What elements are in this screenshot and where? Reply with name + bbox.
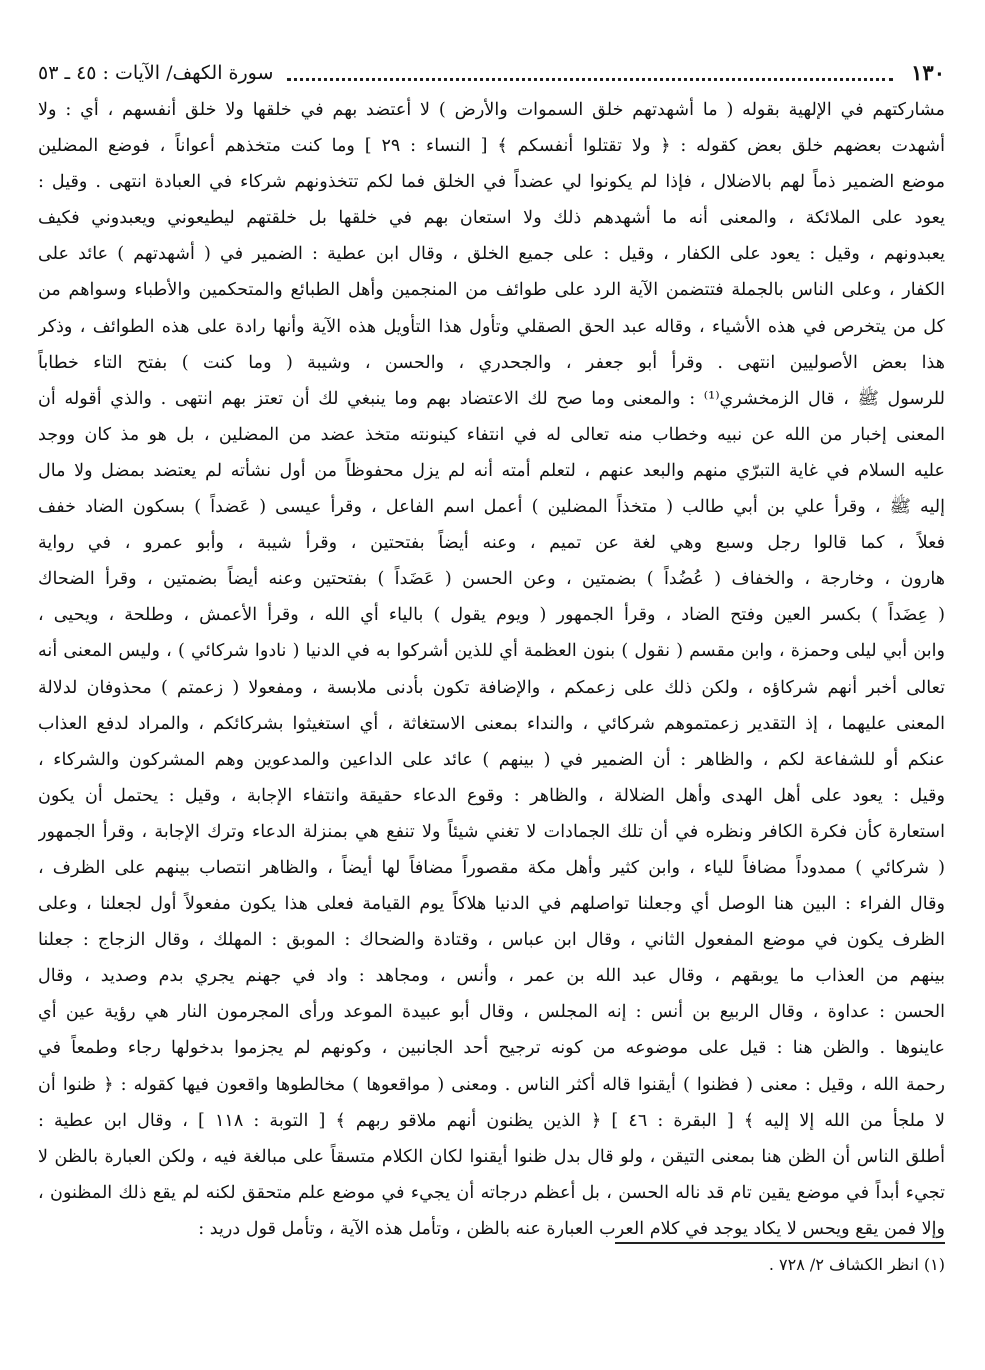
text-line: المعنى عليهما ، إذ التقدير زعمتموهم شركائي ، والنداء بمعنى الاستغاثة ، أي استغيثوا بشركائكم ، والمراد لدفع العذاب <box>38 713 945 734</box>
footnote-separator <box>615 1242 945 1244</box>
text-line: ( عِضَداً ) بكسر العين وفتح الضاد ، وقرأ الجمهور ( ويوم يقول ) بالياء أي الله ، وقرأ الأعمش ، وطلحة ، ويحيى ، <box>38 605 945 626</box>
text-line: وابن أبي ليلى وحمزة ، وابن مقسم ( نقول ) بنون العظمة أي للذين أشركوا به في الدنيا ( نادوا شركائي ) ، وليس المعنى أنه <box>38 641 945 662</box>
text-line: الكفار ، وعلى الناس بالجملة فتتضمن الآية الرد على طوائف من المنجمين وأهل الطبائع والمتحكمين والأطباء وسواهم من <box>38 280 945 301</box>
text-line: المعنى إخبار من الله عن نبيه وخطاب منه تعالى له في انتفاء كينونته متخذ عضد من المضلين ، بل هو مذ كان ووجد <box>38 424 945 445</box>
text-line: رحمة الله ، وقيل : معنى ( فظنوا ) أيقنوا قاله أكثر الناس . ومعنى ( مواقعوها ) مخالطوها واقعون فيها كقوله : ﴿ ظنوا أن <box>38 1074 945 1095</box>
footnote: (١) انظر الكشاف ٢/ ٧٢٨ . <box>768 1255 945 1274</box>
running-head: سورة الكهف/ الآيات : ٤٥ ـ ٥٣ <box>38 62 274 84</box>
body-text <box>38 92 945 1247</box>
text-line: أطلق الناس أن الظن هنا بمعنى التيقن ، ولو قال بدل ظنوا أيقنوا لكان الكلام متسقاً على مبالغة فيه ، ولكن العبارة بالظن لا <box>38 1146 945 1167</box>
text-line: تجيء أبداً في موضع يقين تام قد ناله الحسن ، بل أعظم درجاته أن يجيء في موضع علم متحقق لكنه لم يقع ذلك المظنون ، <box>38 1182 945 1203</box>
text-line: فعلاً ، كما قالوا رجل وسبع وهي لغة عن تميم ، وعنه أيضاً بفتحتين ، وقرأ شيبة ، وأبو عمرو ، في رواية <box>38 533 945 554</box>
text-line: تعالى أخبر أنهم شركاؤه ، ولكن ذلك على زعمكم ، والإضافة تكون بأدنى ملابسة ، ومفعولا ( زعمتم ) محذوفان لدلالة <box>38 677 945 698</box>
text-line: هذا بعض الأصوليين انتهى . وقرأ أبو جعفر ، والجحدري ، والحسن ، وشيبة ( وما كنت ) بفتح التاء خطاباً <box>38 352 945 373</box>
text-line: يعود على الملائكة ، والمعنى أنه ما أشهدهم ذلك ولا استعان بهم في خلقها بل خلقتهم ليطيعوني ويعبدوني فكيف <box>38 208 945 229</box>
text-line: الظرف يكون في موضع المفعول الثاني ، وقال ابن عباس ، وقتادة والضحاك : الموبق : المهلك ، وقال الزجاج : جعلنا <box>38 930 945 951</box>
text-line: عنكم أو للشفاعة لكم ، والظاهر : أن الضمير في ( بينهم ) عائد على الداعين والمدعوين وهم المشركون والشركاء ، <box>38 749 945 770</box>
text-line: أشهدت بعضهم خلق بعض كقوله : ﴿ ولا تقتلوا أنفسكم ﴾ [ النساء : ٢٩ ] وما كنت متخذهم أعواناً ، فوضع المضلين <box>38 136 945 157</box>
text-line: مشاركتهم في الإلهية بقوله ( ما أشهدتهم خلق السموات والأرض ) لا أعتضد بهم في خلقها ولا خلق أنفسهم ، أي : ولا <box>38 100 945 120</box>
text-line: لا ملجأ من الله إلا إليه ﴾ [ البقرة : ٤٦ ] ﴿ الذين يظنون أنهم ملاقو ربهم ﴾ [ التوبة : ١١٨ ] ، وقال ابن عطية : <box>38 1110 945 1131</box>
text-line: عاينوها . والظن هنا : قيل على موضوعه من كونه ترجيح أحد الجانبين ، وكونهم لم يجزموا بدخولها رجاء وطمعاً في <box>38 1038 945 1059</box>
text-line: ( شركائي ) ممدوداً مضافاً للياء ، وابن كثير وأهل مكة مقصوراً مضافاً لها أيضاً ، والظاهر انتصاب بينهم على الظرف ، <box>38 857 945 878</box>
text-line: الحسن : عداوة ، وقال الربيع بن أنس : إنه المجلس ، وقال أبو عبيدة الموعد ورأى المجرمون النار هي رؤية عين أي <box>38 1002 945 1023</box>
text-line: كل من يتخرص في هذه الأشياء ، وقاله عبد الحق الصقلي وتأول هذا التأويل هذه الآية وأنها رادة على هذه الطوائف ، وذكر <box>38 316 945 337</box>
text-line: عليه السلام في غاية التبرّي منهم والبعد عنهم ، لتعلم أمته أنه لم يزل محفوظاً من أول نشأته لم يعتضد بمضل ولا مال <box>38 460 945 481</box>
header-dotted-leader <box>287 76 893 81</box>
text-line: وقال الفراء : البين هنا الوصل أي وجعلنا تواصلهم في الدنيا هلاكاً يوم القيامة فعلى هذا يكون مفعولاً أول لجعلنا ، وعلى <box>38 894 945 915</box>
text-line: للرسول ﷺ ، قال الزمخشري⁽¹⁾ : والمعنى وما صح لك الاعتضاد بهم وما ينبغي لك أن تعتز بهم انتهى . والذي أقوله أن <box>38 388 945 409</box>
text-line: موضع الضمير ذماً لهم بالاضلال ، فإذا لم يكونوا لي عضداً في الخلق فما لكم تتخذونهم شركاء في العبادة انتهى . وقيل : <box>38 172 945 193</box>
text-line: استعارة كأن فكرة الكافر ونظره في أن تلك الجمادات لا تغني شيئاً ولا تنفع هي بمنزلة الدعاء وترك الإجابة ، وقرأ الجمهور <box>38 821 945 842</box>
text-line: وقيل : يعود على أهل الهدى وأهل الضلالة ، والظاهر : وقوع الدعاء حقيقة وانتفاء الإجابة ، وقيل : يحتمل أن يكون <box>38 785 945 806</box>
text-line: هارون ، وخارجة ، والخفاف ( عُضُداً ) بضمتين ، وعن الحسن ( عَضَداً ) بفتحتين وعنه أيضاً بضمتين ، وقرأ الضحاك <box>38 569 945 590</box>
text-line: وإلا فمن يقع ويحس لا يكاد يوجد في كلام العرب العبارة عنه بالظن ، وتأمل هذه الآية ، وتأمل قول دريد : <box>198 1218 945 1239</box>
text-line: يعبدونهم ، وقيل : يعود على الكفار ، وقيل : على جميع الخلق ، وقال ابن عطية : الضمير في ( أشهدتهم ) عائد على <box>38 244 945 265</box>
text-line: بينهم من العذاب ما يوبقهم ، وقال عبد الله بن عمر ، وأنس ، ومجاهد : واد في جهنم يجري بدم وصديد ، وقال <box>38 966 945 987</box>
text-line: إليه ﷺ ، وقرأ علي بن أبي طالب ( متخذاً المضلين ) أعمل اسم الفاعل ، وقرأ عيسى ( عَضداً ) بسكون الضاد خفف <box>38 497 945 518</box>
page-number: ١٣٠ <box>911 60 945 85</box>
page-header <box>38 56 945 90</box>
